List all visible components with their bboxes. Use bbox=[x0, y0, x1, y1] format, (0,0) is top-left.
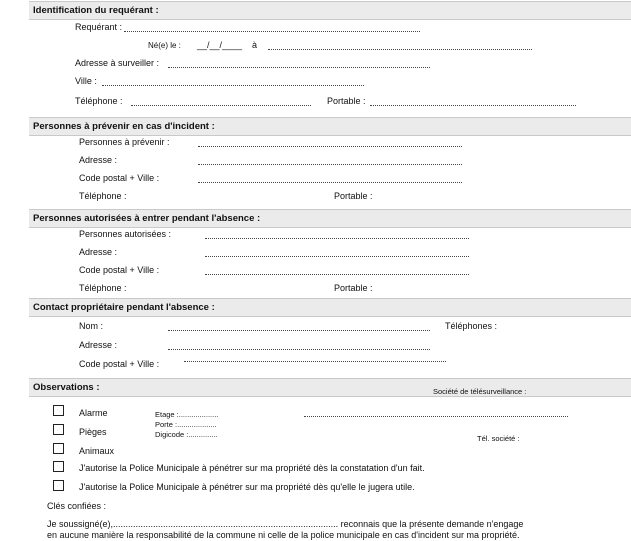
contact-zip-city-label: Code postal + Ville : bbox=[79, 173, 160, 183]
section-header-prevenir bbox=[29, 117, 631, 136]
mobile-label: Portable : bbox=[327, 96, 366, 106]
city-field[interactable] bbox=[102, 84, 364, 86]
declaration-line-1: Je soussigné(e),.......................................................................................... reconnais que la présente demande n'engage bbox=[47, 519, 524, 529]
phone-label: Téléphone : bbox=[75, 96, 123, 106]
section-title: Identification du requérant : bbox=[33, 5, 159, 16]
section-header-requerant bbox=[29, 1, 631, 20]
monitoring-company-field[interactable] bbox=[304, 415, 568, 417]
owner-address-field[interactable] bbox=[168, 348, 430, 350]
address-field[interactable] bbox=[168, 66, 430, 68]
traps-label: Pièges bbox=[79, 427, 107, 437]
company-phone-label: Tél. société : bbox=[477, 434, 520, 443]
section-header-proprietaire bbox=[29, 298, 631, 317]
phone-field[interactable] bbox=[131, 104, 311, 106]
contact-mobile-label: Portable : bbox=[334, 191, 373, 201]
contact-persons-label: Personnes à prévenir : bbox=[79, 137, 170, 147]
animals-checkbox[interactable] bbox=[53, 443, 64, 454]
owner-name-label: Nom : bbox=[79, 321, 104, 331]
contact-address-field[interactable] bbox=[198, 163, 462, 165]
authorized-zip-city-field[interactable] bbox=[205, 273, 469, 275]
monitoring-company-label: Société de télésurveillance : bbox=[433, 387, 527, 396]
authorized-address-field[interactable] bbox=[205, 255, 469, 257]
mobile-field[interactable] bbox=[370, 104, 576, 106]
floor-field[interactable]: Etage :................... bbox=[155, 410, 219, 419]
door-field[interactable]: Porte :................... bbox=[155, 420, 217, 429]
authorize-on-fact-checkbox[interactable] bbox=[53, 461, 64, 472]
authorize-when-useful-label: J'autorise la Police Municipale à pénétrer sur ma propriété dès qu'elle le jugera utile. bbox=[79, 482, 415, 492]
owner-address-label: Adresse : bbox=[79, 340, 118, 350]
section-header-observations bbox=[29, 378, 631, 397]
authorized-mobile-label: Portable : bbox=[334, 283, 373, 293]
section-title: Personnes autorisées à entrer pendant l'absence : bbox=[33, 213, 261, 224]
owner-name-field[interactable] bbox=[168, 329, 430, 331]
authorize-on-fact-label: J'autorise la Police Municipale à pénétrer sur ma propriété dès la constatation d'un fait. bbox=[79, 463, 425, 473]
city-label: Ville : bbox=[75, 76, 97, 86]
contact-zip-city-field[interactable] bbox=[198, 181, 462, 183]
address-label: Adresse à surveiller : bbox=[75, 58, 160, 68]
digicode-field[interactable]: Digicode :.............. bbox=[155, 430, 218, 439]
alarm-label: Alarme bbox=[79, 408, 108, 418]
birthdate-field[interactable]: __/__/____ bbox=[197, 40, 243, 50]
requerant-label: Requérant : bbox=[75, 22, 123, 32]
declaration-line-2: en aucune manière la responsabilité de la commune ni celle de la police municipale en cas d'incident sur ma propriété. bbox=[47, 530, 520, 540]
section-title: Contact propriétaire pendant l'absence : bbox=[33, 302, 215, 313]
keys-label: Clés confiées : bbox=[47, 501, 107, 511]
alarm-checkbox[interactable] bbox=[53, 405, 64, 416]
section-header-autorisees bbox=[29, 209, 631, 228]
owner-zip-city-label: Code postal + Ville : bbox=[79, 359, 160, 369]
contact-persons-field[interactable] bbox=[198, 145, 462, 147]
birthdate-label: Né(e) le : bbox=[148, 41, 181, 50]
authorized-address-label: Adresse : bbox=[79, 247, 118, 257]
birthplace-field[interactable] bbox=[268, 48, 532, 50]
contact-phone-label: Téléphone : bbox=[79, 191, 127, 201]
authorized-zip-city-label: Code postal + Ville : bbox=[79, 265, 160, 275]
birthplace-label: à bbox=[252, 40, 258, 50]
contact-address-label: Adresse : bbox=[79, 155, 118, 165]
authorize-when-useful-checkbox[interactable] bbox=[53, 480, 64, 491]
owner-phones-label: Téléphones : bbox=[445, 321, 498, 331]
owner-zip-city-field[interactable] bbox=[184, 360, 446, 362]
authorized-persons-label: Personnes autorisées : bbox=[79, 229, 172, 239]
authorized-phone-label: Téléphone : bbox=[79, 283, 127, 293]
traps-checkbox[interactable] bbox=[53, 424, 64, 435]
requerant-field[interactable] bbox=[124, 30, 420, 32]
authorized-persons-field[interactable] bbox=[205, 237, 469, 239]
animals-label: Animaux bbox=[79, 446, 115, 456]
section-title: Personnes à prévenir en cas d'incident : bbox=[33, 121, 215, 132]
section-title: Observations : bbox=[33, 382, 100, 393]
